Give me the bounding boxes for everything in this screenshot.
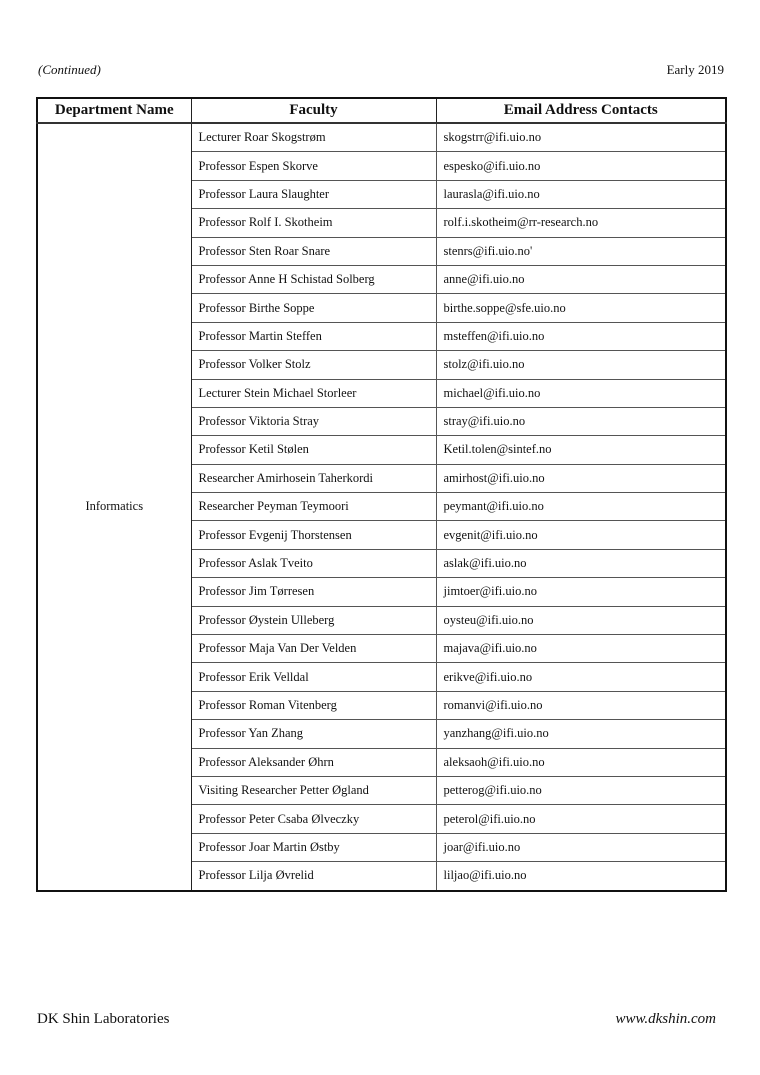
faculty-cell: Professor Birthe Soppe <box>191 294 436 322</box>
email-cell: liljao@ifi.uio.no <box>436 862 726 891</box>
email-cell: laurasla@ifi.uio.no <box>436 180 726 208</box>
email-cell: rolf.i.skotheim@rr-research.no <box>436 209 726 237</box>
footer-company: DK Shin Laboratories <box>37 1011 170 1027</box>
column-header-email: Email Address Contacts <box>436 98 726 123</box>
faculty-cell: Professor Laura Slaughter <box>191 180 436 208</box>
contacts-table <box>36 97 727 892</box>
email-cell: jimtoer@ifi.uio.no <box>436 578 726 606</box>
faculty-cell: Professor Sten Roar Snare <box>191 237 436 265</box>
email-cell: michael@ifi.uio.no <box>436 379 726 407</box>
faculty-cell: Professor Øystein Ulleberg <box>191 606 436 634</box>
email-cell: oysteu@ifi.uio.no <box>436 606 726 634</box>
email-cell: msteffen@ifi.uio.no <box>436 322 726 350</box>
faculty-cell: Visiting Researcher Petter Øgland <box>191 776 436 804</box>
email-cell: anne@ifi.uio.no <box>436 265 726 293</box>
email-cell: joar@ifi.uio.no <box>436 833 726 861</box>
faculty-cell: Professor Volker Stolz <box>191 351 436 379</box>
faculty-cell: Lecturer Roar Skogstrøm <box>191 123 436 152</box>
email-cell: evgenit@ifi.uio.no <box>436 521 726 549</box>
email-cell: majava@ifi.uio.no <box>436 635 726 663</box>
faculty-cell: Professor Martin Steffen <box>191 322 436 350</box>
email-cell: espesko@ifi.uio.no <box>436 152 726 180</box>
faculty-cell: Professor Jim Tørresen <box>191 578 436 606</box>
email-cell: romanvi@ifi.uio.no <box>436 691 726 719</box>
column-header-faculty: Faculty <box>191 98 436 123</box>
continued-label: (Continued) <box>38 62 101 77</box>
email-cell: aslak@ifi.uio.no <box>436 549 726 577</box>
email-cell: birthe.soppe@sfe.uio.no <box>436 294 726 322</box>
department-cell: Informatics <box>37 123 191 891</box>
faculty-cell: Professor Maja Van Der Velden <box>191 635 436 663</box>
footer-website: www.dkshin.com <box>615 1011 716 1027</box>
faculty-cell: Professor Roman Vitenberg <box>191 691 436 719</box>
email-cell: Ketil.tolen@sintef.no <box>436 436 726 464</box>
email-cell: stray@ifi.uio.no <box>436 407 726 435</box>
faculty-cell: Professor Espen Skorve <box>191 152 436 180</box>
table-body <box>37 123 726 891</box>
email-cell: skogstrr@ifi.uio.no <box>436 123 726 152</box>
faculty-cell: Professor Viktoria Stray <box>191 407 436 435</box>
faculty-cell: Professor Lilja Øvrelid <box>191 862 436 891</box>
email-cell: amirhost@ifi.uio.no <box>436 464 726 492</box>
faculty-cell: Professor Aleksander Øhrn <box>191 748 436 776</box>
email-cell: yanzhang@ifi.uio.no <box>436 720 726 748</box>
column-header-department: Department Name <box>37 98 191 123</box>
faculty-cell: Lecturer Stein Michael Storleer <box>191 379 436 407</box>
email-cell: peterol@ifi.uio.no <box>436 805 726 833</box>
faculty-cell: Professor Rolf I. Skotheim <box>191 209 436 237</box>
faculty-cell: Professor Peter Csaba Ølveczky <box>191 805 436 833</box>
faculty-cell: Professor Erik Velldal <box>191 663 436 691</box>
email-cell: petterog@ifi.uio.no <box>436 776 726 804</box>
faculty-cell: Professor Yan Zhang <box>191 720 436 748</box>
table-row <box>37 123 726 152</box>
faculty-cell: Professor Aslak Tveito <box>191 549 436 577</box>
email-cell: stolz@ifi.uio.no <box>436 351 726 379</box>
faculty-cell: Professor Anne H Schistad Solberg <box>191 265 436 293</box>
date-label: Early 2019 <box>666 62 724 77</box>
email-cell: erikve@ifi.uio.no <box>436 663 726 691</box>
email-cell: stenrs@ifi.uio.no' <box>436 237 726 265</box>
email-cell: peymant@ifi.uio.no <box>436 493 726 521</box>
faculty-cell: Researcher Amirhosein Taherkordi <box>191 464 436 492</box>
table-header-row <box>37 98 726 123</box>
email-cell: aleksaoh@ifi.uio.no <box>436 748 726 776</box>
faculty-cell: Researcher Peyman Teymoori <box>191 493 436 521</box>
faculty-cell: Professor Ketil Stølen <box>191 436 436 464</box>
faculty-cell: Professor Evgenij Thorstensen <box>191 521 436 549</box>
faculty-cell: Professor Joar Martin Østby <box>191 833 436 861</box>
